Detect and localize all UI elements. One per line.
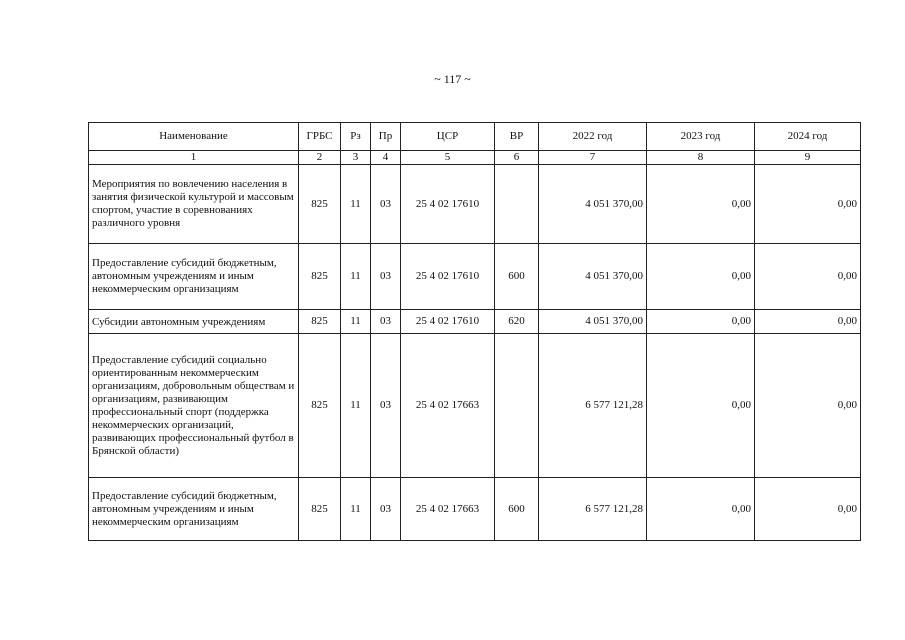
row-vr bbox=[495, 165, 539, 244]
row-csr: 25 4 02 17610 bbox=[401, 244, 495, 310]
header-2022: 2022 год bbox=[539, 123, 647, 151]
row-grbs: 825 bbox=[299, 334, 341, 478]
row-2024: 0,00 bbox=[755, 310, 861, 334]
row-2023: 0,00 bbox=[647, 478, 755, 541]
header-pr: Пр bbox=[371, 123, 401, 151]
column-number: 2 bbox=[299, 151, 341, 165]
row-2024: 0,00 bbox=[755, 244, 861, 310]
row-vr bbox=[495, 334, 539, 478]
row-pr: 03 bbox=[371, 244, 401, 310]
row-csr: 25 4 02 17663 bbox=[401, 334, 495, 478]
row-rz: 11 bbox=[341, 165, 371, 244]
header-rz: Рз bbox=[341, 123, 371, 151]
row-csr: 25 4 02 17610 bbox=[401, 165, 495, 244]
table-row bbox=[89, 478, 861, 541]
row-csr: 25 4 02 17610 bbox=[401, 310, 495, 334]
column-number: 6 bbox=[495, 151, 539, 165]
header-name: Наименование bbox=[89, 123, 299, 151]
table-row bbox=[89, 244, 861, 310]
row-grbs: 825 bbox=[299, 478, 341, 541]
row-2023: 0,00 bbox=[647, 244, 755, 310]
row-rz: 11 bbox=[341, 334, 371, 478]
row-name: Мероприятия по вовлечению населения в занятия физической культурой и массовым спортом, участие в соревнованиях различного уровня bbox=[89, 165, 299, 244]
row-vr: 600 bbox=[495, 478, 539, 541]
row-2023: 0,00 bbox=[647, 165, 755, 244]
row-vr: 620 bbox=[495, 310, 539, 334]
row-pr: 03 bbox=[371, 165, 401, 244]
row-2022: 4 051 370,00 bbox=[539, 310, 647, 334]
row-2024: 0,00 bbox=[755, 478, 861, 541]
row-2023: 0,00 bbox=[647, 334, 755, 478]
column-number: 7 bbox=[539, 151, 647, 165]
row-vr: 600 bbox=[495, 244, 539, 310]
row-name: Предоставление субсидий социально ориентированным некоммерческим организациям, добровольным обществам и организациям, развивающим профессиональный спорт (поддержка некоммерческих организаций, развивающих профессиональный футбол в Брянской области) bbox=[89, 334, 299, 478]
row-name: Субсидии автономным учреждениям bbox=[89, 310, 299, 334]
page-number: ~ 117 ~ bbox=[434, 72, 471, 86]
row-2022: 4 051 370,00 bbox=[539, 244, 647, 310]
row-csr: 25 4 02 17663 bbox=[401, 478, 495, 541]
table-row bbox=[89, 165, 861, 244]
header-row bbox=[89, 123, 861, 151]
header-grbs: ГРБС bbox=[299, 123, 341, 151]
row-2022: 6 577 121,28 bbox=[539, 478, 647, 541]
header-vr: ВР bbox=[495, 123, 539, 151]
table-row bbox=[89, 334, 861, 478]
row-2022: 6 577 121,28 bbox=[539, 334, 647, 478]
row-pr: 03 bbox=[371, 310, 401, 334]
column-number: 8 bbox=[647, 151, 755, 165]
budget-table bbox=[88, 122, 861, 541]
header-csr: ЦСР bbox=[401, 123, 495, 151]
column-number: 9 bbox=[755, 151, 861, 165]
row-rz: 11 bbox=[341, 310, 371, 334]
row-2023: 0,00 bbox=[647, 310, 755, 334]
row-pr: 03 bbox=[371, 334, 401, 478]
row-rz: 11 bbox=[341, 244, 371, 310]
column-number: 1 bbox=[89, 151, 299, 165]
row-2024: 0,00 bbox=[755, 165, 861, 244]
row-name: Предоставление субсидий бюджетным, автономным учреждениям и иным некоммерческим организациям bbox=[89, 478, 299, 541]
table-row bbox=[89, 310, 861, 334]
row-grbs: 825 bbox=[299, 310, 341, 334]
column-number: 4 bbox=[371, 151, 401, 165]
header-2023: 2023 год bbox=[647, 123, 755, 151]
row-pr: 03 bbox=[371, 478, 401, 541]
column-number: 3 bbox=[341, 151, 371, 165]
row-grbs: 825 bbox=[299, 165, 341, 244]
row-2022: 4 051 370,00 bbox=[539, 165, 647, 244]
column-number: 5 bbox=[401, 151, 495, 165]
row-2024: 0,00 bbox=[755, 334, 861, 478]
column-number-row bbox=[89, 151, 861, 165]
header-2024: 2024 год bbox=[755, 123, 861, 151]
row-rz: 11 bbox=[341, 478, 371, 541]
row-grbs: 825 bbox=[299, 244, 341, 310]
row-name: Предоставление субсидий бюджетным, автономным учреждениям и иным некоммерческим организациям bbox=[89, 244, 299, 310]
